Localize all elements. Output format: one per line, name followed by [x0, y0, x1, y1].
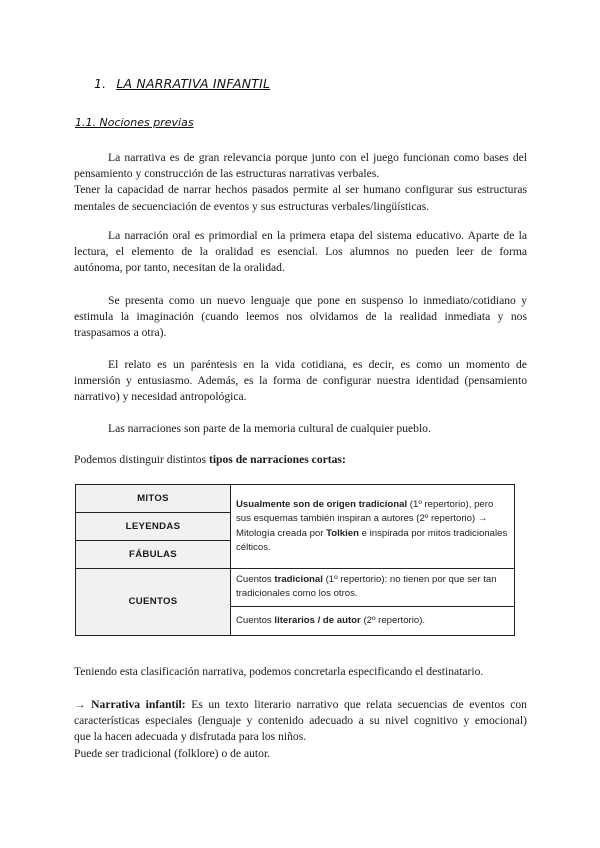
p4-line2: inmersión y entusiasmo. Además, es la forma de configurar nuestra identidad (pensamiento	[74, 374, 527, 388]
desc2-text-end: (1º repertorio): no tienen por que ser tan tradicionales como los otros.	[236, 574, 497, 600]
desc2-bold: tradicional	[274, 574, 323, 585]
cell-fabulas: FÁBULAS	[76, 541, 231, 569]
table-row	[76, 485, 515, 513]
p6-text: Podemos distinguir distintos	[74, 453, 209, 466]
cell-leyendas: LEYENDAS	[76, 513, 231, 541]
p1-line4: mentales de secuenciación de eventos y sus estructuras verbales/lingüísticas.	[74, 199, 430, 213]
p1-line3: Tener la capacidad de narrar hechos pasados permite al ser humano configurar sus estructuras	[74, 183, 527, 197]
paragraph-memoria	[74, 421, 527, 437]
p2-line3: autónoma, por tanto, necesitan de la oralidad.	[74, 261, 285, 275]
paragraph-narrativa-infantil	[74, 697, 527, 762]
paragraph-narrativa	[74, 150, 527, 215]
subsection-heading: 1.1. Nociones previas	[75, 116, 194, 129]
paragraph-relato	[74, 357, 527, 406]
desc3-text: Cuentos	[236, 614, 275, 626]
desc1-text-end: e inspirada por mitos tradicionales célticos.	[236, 527, 508, 553]
p4-line3: narrativo) y necesidad antropológica.	[74, 390, 247, 404]
desc3-bold: literarios / de autor	[274, 614, 361, 626]
paragraph-tipos-intro	[74, 452, 527, 468]
p4-line1: El relato es un paréntesis en la vida cotidiana, es decir, es como un momento de	[108, 358, 527, 371]
desc3-text-end: (2º repertorio).	[360, 614, 426, 626]
p6-bold: tipos de narraciones cortas:	[208, 453, 346, 466]
narrative-types-table	[75, 484, 515, 636]
p2-line1: La narración oral es primordial en la primera etapa del sistema educativo. Aparte de la	[108, 229, 527, 242]
p1-line1: La narrativa es de gran relevancia porque junto con el juego funcionan como bases del	[108, 151, 527, 164]
desc1-bold-tolkien: Tolkien	[326, 527, 359, 539]
cell-desc-mitos-leyendas-fabulas	[231, 485, 515, 569]
desc1-text: (1º repertorio), pero sus esquemas también inspiran a autores (2º repertorio) → Mitología creada por	[236, 498, 494, 539]
p2-line2: lectura, el elemento de la oralidad es esencial. Los alumnos no pueden leer de forma	[74, 245, 527, 259]
p7-text: Teniendo esta clasificación narrativa, podemos concretarla especificando el destinatario.	[74, 665, 484, 678]
p8-term: Narrativa infantil:	[91, 698, 186, 711]
p8-line4: Puede ser tradicional (folklore) o de autor.	[74, 746, 271, 760]
p8-line3: que la hacen adecuada y disfrutada para los niños.	[74, 730, 307, 744]
p8-line1: Es un texto literario narrativo que relata secuencias de eventos con	[185, 698, 527, 711]
paragraph-narracion-oral	[74, 228, 527, 277]
p3-line3: traspasamos a otra).	[74, 326, 167, 340]
cell-desc-cuentos-tradicional	[231, 569, 515, 607]
section-heading	[94, 76, 270, 91]
p8-line2: características especiales (lenguaje y contenido adecuado a su nivel cognitivo y emocional)	[74, 714, 527, 728]
cell-desc-cuentos-autor	[231, 606, 515, 635]
section-number: 1.	[94, 76, 107, 91]
desc1-bold-origen: Usualmente son de origen tradicional	[236, 498, 408, 510]
paragraph-nuevo-lenguaje	[74, 293, 527, 342]
p5-line1: Las narraciones son parte de la memoria cultural de cualquier pueblo.	[108, 422, 431, 435]
cell-cuentos: CUENTOS	[76, 569, 231, 636]
desc2-text: Cuentos	[236, 574, 275, 585]
section-title: LA NARRATIVA INFANTIL	[116, 76, 271, 91]
table-row	[76, 569, 515, 607]
p3-line1: Se presenta como un nuevo lenguaje que pone en suspenso lo inmediato/cotidiano y	[108, 294, 527, 307]
arrow-icon: →	[74, 698, 86, 711]
paragraph-clasificacion	[74, 664, 527, 680]
cell-mitos: MITOS	[76, 485, 231, 513]
p1-line2: pensamiento y construcción de las estructuras narrativas verbales.	[74, 167, 380, 181]
p3-line2: estimula la imaginación (cuando leemos nos olvidamos de la realidad inmediata y nos	[74, 310, 527, 324]
